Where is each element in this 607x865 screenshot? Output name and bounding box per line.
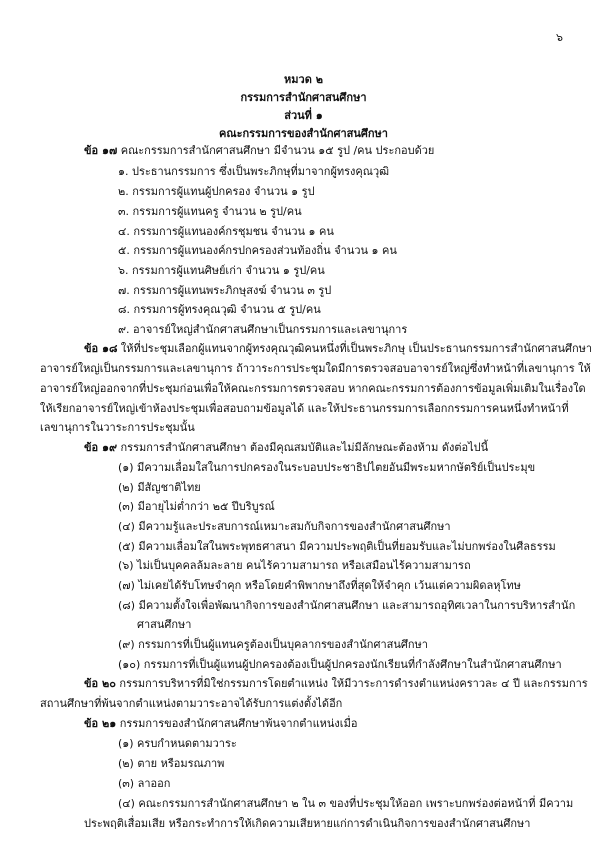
article-label: ข้อ ๑๗ bbox=[84, 144, 118, 157]
list-item: ๗. กรรมการผู้แทนพระภิกษุสงฆ์ จำนวน ๓ รูป bbox=[118, 284, 332, 297]
article-label: ข้อ ๑๙ bbox=[84, 441, 117, 454]
page-number: ๖ bbox=[556, 31, 563, 44]
article-21 bbox=[84, 716, 357, 732]
article-17 bbox=[84, 143, 434, 159]
list-item: (๖) ไม่เป็นบุคคลล้มละลาย คนไร้ความสามารถ หรือเสมือนไร้ความสามารถ bbox=[118, 559, 471, 572]
paragraph-line: สถานศึกษาที่พ้นจากตำแหน่งตามวาระอาจได้รับการแต่งตั้งได้อีก bbox=[40, 697, 343, 710]
list-item-continuation: ประพฤติเสื่อมเสีย หรือกระทำการให้เกิดความเสียหายแก่การดำเนินกิจการของสำนักศาสนศึกษา bbox=[84, 817, 531, 830]
list-item: ๘. กรรมการผู้ทรงคุณวุฒิ จำนวน ๕ รูป/คน bbox=[118, 303, 321, 316]
paragraph-line: ให้เรียกอาจารย์ใหญ่เข้าห้องประชุมเพื่อสอบถามข้อมูลได้ และให้ประธานกรรมการเลือกกรรมการคนหนึ่งทำหน้าที่ bbox=[40, 402, 569, 415]
list-item-continuation: ศาสนศึกษา bbox=[137, 618, 192, 631]
article-text: กรรมการของสำนักศาสนศึกษาพ้นจากตำแหน่งเมื่อ bbox=[116, 717, 358, 730]
paragraph-line: เลขานุการในวาระการประชุมนั้น bbox=[40, 421, 195, 434]
list-item: (๓) มีอายุไม่ต่ำกว่า ๒๕ ปีบริบูรณ์ bbox=[118, 500, 275, 513]
list-item: ๓. กรรมการผู้แทนครู จำนวน ๒ รูป/คน bbox=[118, 205, 302, 218]
list-item: ๔. กรรมการผู้แทนองค์กรชุมชน จำนวน ๑ คน bbox=[118, 225, 334, 238]
article-label: ข้อ ๒๐ bbox=[84, 677, 116, 690]
list-item: (๑๐) กรรมการที่เป็นผู้แทนผู้ปกครองต้องเป็นผู้ปกครองนักเรียนที่กำลังศึกษาในสำนักศาสนศึกษา bbox=[118, 658, 562, 671]
article-20 bbox=[84, 676, 588, 692]
article-label: ข้อ ๒๑ bbox=[84, 717, 117, 730]
list-item: (๒) ตาย หรือมรณภาพ bbox=[118, 757, 225, 770]
article-text: กรรมการบริหารที่มิใช่กรรมการโดยตำแหน่ง ให้มีวาระการดำรงตำแหน่งคราวละ ๔ ปี และกรรมการ bbox=[115, 677, 588, 690]
list-item: ๑. ประธานกรรมการ ซึ่งเป็นพระภิกษุที่มาจากผู้ทรงคุณวุฒิ bbox=[118, 165, 390, 178]
article-text: คณะกรรมการสำนักศาสนศึกษา มีจำนวน ๑๕ รูป /คน ประกอบด้วย bbox=[117, 144, 435, 157]
list-item: (๓) ลาออก bbox=[118, 777, 171, 790]
list-item: (๔) คณะกรรมการสำนักศาสนศึกษา ๒ ใน ๓ ของที่ประชุมให้ออก เพราะบกพร่องต่อหน้าที่ มีความ bbox=[118, 797, 574, 810]
list-item: (๕) มีความเลื่อมใสในพระพุทธศาสนา มีความประพฤติเป็นที่ยอมรับและไม่บกพร่องในศีลธรรม bbox=[118, 540, 556, 553]
list-item: ๒. กรรมการผู้แทนผู้ปกครอง จำนวน ๑ รูป bbox=[118, 185, 315, 198]
paragraph-line: อาจารย์ใหญ่เป็นกรรมการและเลขานุการ ถ้าวาระการประชุมใดมีการตรวจสอบอาจารย์ใหญ่ซึ่งทำหน้าที่เลขานุการ ให้ bbox=[40, 362, 591, 375]
list-item: (๑) ครบกำหนดตามวาระ bbox=[118, 737, 237, 750]
list-item: (๙) กรรมการที่เป็นผู้แทนครูต้องเป็นบุคลากรของสำนักศาสนศึกษา bbox=[118, 638, 428, 651]
list-item: (๗) ไม่เคยได้รับโทษจำคุก หรือโดยคำพิพากษาถึงที่สุดให้จำคุก เว้นแต่ความผิดลหุโทษ bbox=[118, 579, 521, 592]
section-title: คณะกรรมการของสำนักศาสนศึกษา bbox=[219, 127, 388, 140]
list-item: ๙. อาจารย์ใหญ่สำนักศาสนศึกษาเป็นกรรมการและเลขานุการ bbox=[118, 323, 408, 336]
article-text: กรรมการสำนักศาสนศึกษา ต้องมีคุณสมบัติและไม่มีลักษณะต้องห้าม ดังต่อไปนี้ bbox=[117, 441, 489, 454]
chapter-heading: หมวด ๒ bbox=[284, 73, 323, 86]
list-item: (๔) มีความรู้และประสบการณ์เหมาะสมกับกิจการของสำนักศาสนศึกษา bbox=[118, 520, 451, 533]
article-19 bbox=[84, 440, 488, 456]
paragraph-line: อาจารย์ใหญ่ออกจากที่ประชุมก่อนเพื่อให้คณะกรรมการตรวจสอบ หากคณะกรรมการต้องการข้อมูลเพิ่มเติมในเรื่องใด bbox=[40, 382, 586, 395]
article-18 bbox=[84, 341, 592, 357]
section-heading: ส่วนที่ ๑ bbox=[284, 109, 323, 122]
list-item: (๒) มีสัญชาติไทย bbox=[118, 481, 201, 494]
article-label: ข้อ ๑๘ bbox=[84, 342, 118, 355]
list-item: ๕. กรรมการผู้แทนองค์กรปกครองส่วนท้องถิ่น จำนวน ๑ คน bbox=[118, 244, 397, 257]
article-text: ให้ที่ประชุมเลือกผู้แทนจากผู้ทรงคุณวุฒิคนหนึ่งที่เป็นพระภิกษุ เป็นประธานกรรมการสำนักศาสนศึกษา bbox=[117, 342, 593, 355]
list-item: (๘) มีความตั้งใจเพื่อพัฒนากิจการของสำนักศาสนศึกษา และสามารถอุทิศเวลาในการบริหารสำนัก bbox=[118, 599, 576, 612]
list-item: ๖. กรรมการผู้แทนศิษย์เก่า จำนวน ๑ รูป/คน bbox=[118, 264, 325, 277]
chapter-title: กรรมการสำนักศาสนศึกษา bbox=[240, 91, 367, 104]
list-item: (๑) มีความเลื่อมใสในการปกครองในระบอบประชาธิปไตยอันมีพระมหากษัตริย์เป็นประมุข bbox=[118, 461, 536, 474]
